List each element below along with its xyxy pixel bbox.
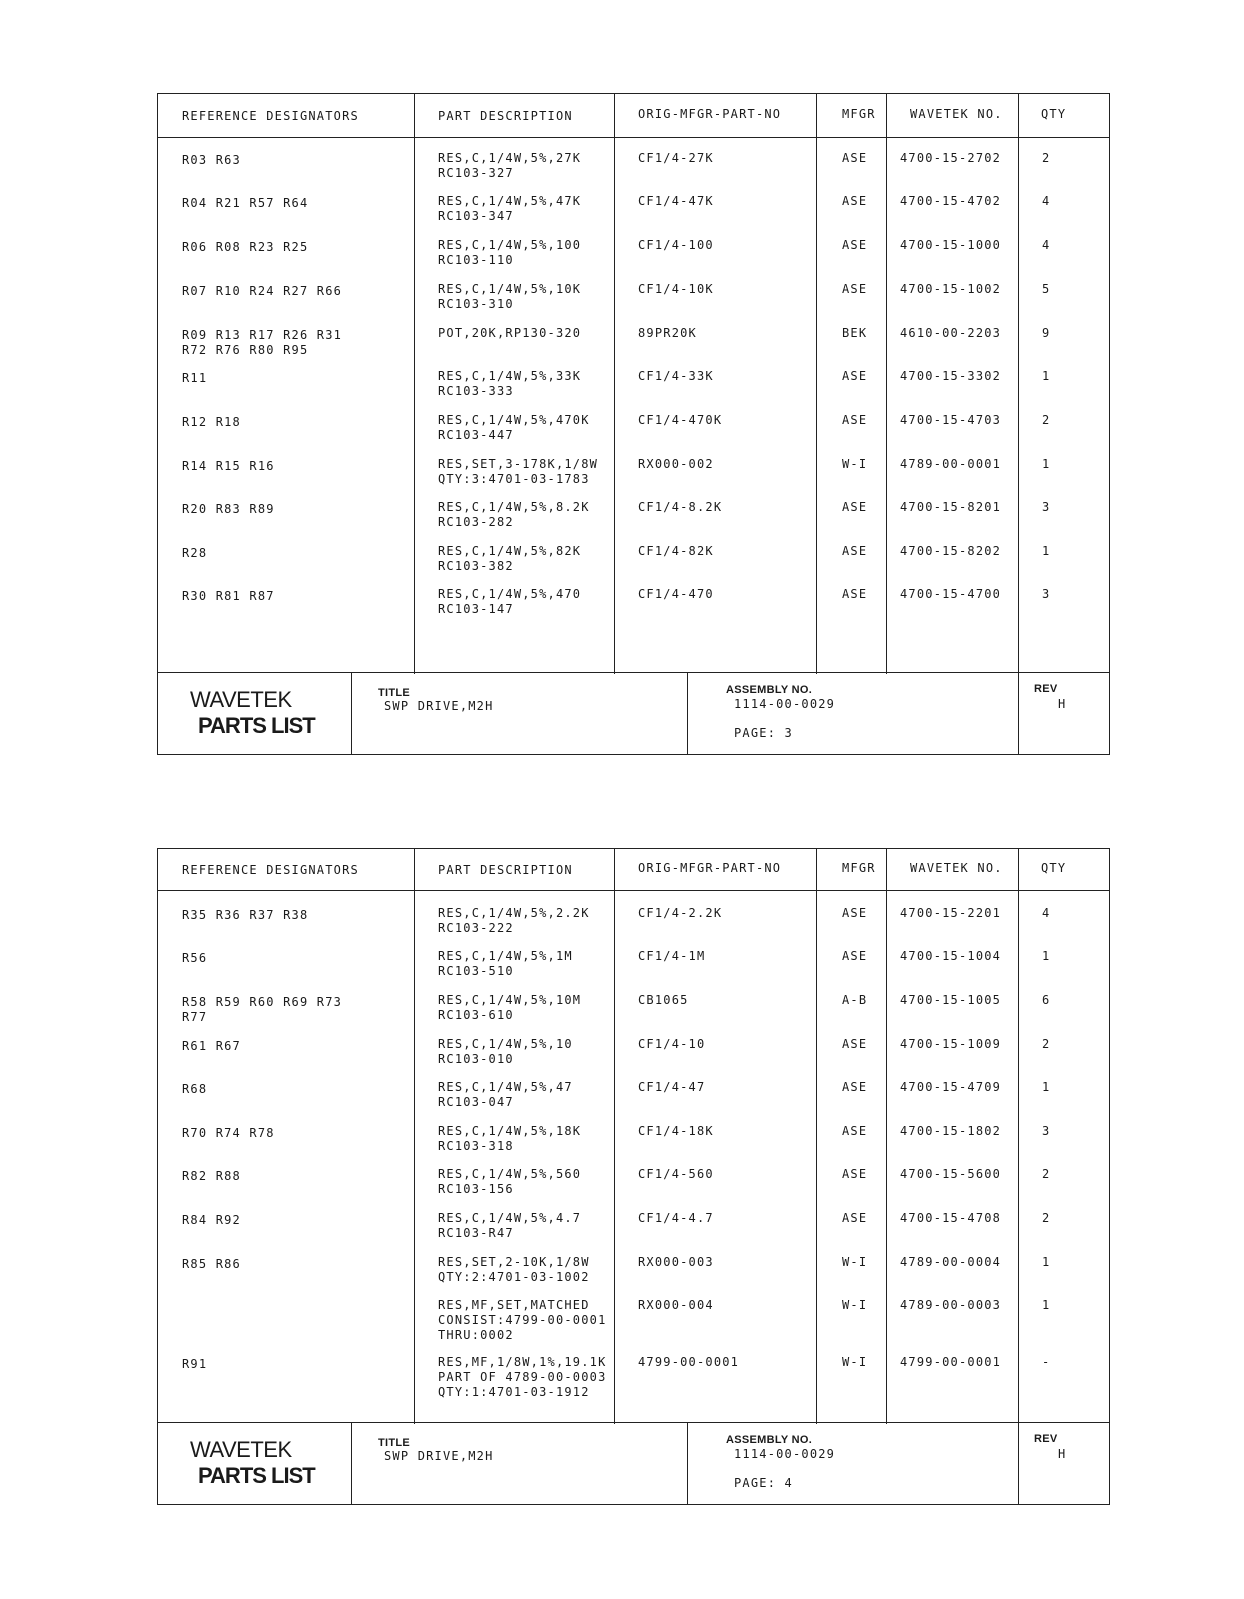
cell-wavetek: 4789-00-0004 [900,1255,1002,1269]
header-qty: QTY [1041,107,1067,121]
cell-wavetek: 4789-00-0003 [900,1298,1002,1312]
cell-desc: RES,C,1/4W,5%,560 RC103-156 [438,1167,582,1196]
cell-qty: 1 [1042,1080,1051,1094]
cell-mfgr: ASE [842,282,868,296]
cell-orig: CF1/4-33K [638,369,714,383]
cell-desc: RES,C,1/4W,5%,33K RC103-333 [438,369,582,398]
cell-qty: - [1042,1355,1051,1369]
rev-label: REV [1034,683,1058,695]
header-part-description: PART DESCRIPTION [438,863,573,877]
assembly-label: ASSEMBLY NO. [726,1434,813,1446]
cell-desc: RES,C,1/4W,5%,10K RC103-310 [438,282,582,311]
cell-desc: RES,MF,SET,MATCHED CONSIST:4799-00-0001 THRU:0002 [438,1298,607,1342]
cell-mfgr: ASE [842,949,868,963]
cell-wavetek: 4700-15-1802 [900,1124,1002,1138]
cell-mfgr: ASE [842,1037,868,1051]
cell-qty: 6 [1042,993,1051,1007]
cell-orig: CF1/4-82K [638,544,714,558]
table-header [158,94,1109,138]
cell-wavetek: 4610-00-2203 [900,326,1002,340]
cell-ref: R06 R08 R23 R25 [182,240,309,254]
cell-mfgr: ASE [842,369,868,383]
cell-desc: RES,C,1/4W,5%,470K RC103-447 [438,413,590,442]
cell-desc: RES,C,1/4W,5%,18K RC103-318 [438,1124,582,1153]
cell-wavetek: 4700-15-4709 [900,1080,1002,1094]
rev-value: H [1058,697,1067,711]
cell-ref: R91 [182,1357,208,1371]
title-value: SWP DRIVE,M2H [384,699,494,713]
cell-desc: RES,C,1/4W,5%,10M RC103-610 [438,993,582,1022]
parts-list-sheet-page-3 [157,93,1110,755]
cell-desc: RES,C,1/4W,5%,4.7 RC103-R47 [438,1211,582,1240]
cell-orig: CF1/4-1M [638,949,706,963]
cell-desc: RES,C,1/4W,5%,100 RC103-110 [438,238,582,267]
cell-ref: R70 R74 R78 [182,1126,275,1140]
cell-orig: 4799-00-0001 [638,1355,740,1369]
cell-ref: R85 R86 [182,1257,241,1271]
cell-mfgr: ASE [842,413,868,427]
cell-qty: 4 [1042,194,1051,208]
cell-orig: CF1/4-47 [638,1080,706,1094]
cell-desc: RES,SET,3-178K,1/8W QTY:3:4701-03-1783 [438,457,599,486]
title-label: TITLE [378,687,411,699]
cell-orig: CF1/4-8.2K [638,500,723,514]
parts-list-label: PARTS LIST [198,713,315,738]
cell-mfgr: W-I [842,1255,868,1269]
cell-mfgr: ASE [842,1124,868,1138]
cell-wavetek: 4700-15-3302 [900,369,1002,383]
cell-mfgr: ASE [842,544,868,558]
cell-ref: R11 [182,371,208,385]
header-orig-mfgr-part-no: ORIG-MFGR-PART-NO [638,861,782,875]
cell-ref: R56 [182,951,208,965]
assembly-label: ASSEMBLY NO. [726,684,813,696]
cell-desc: POT,20K,RP130-320 [438,326,582,340]
header-reference-designators: REFERENCE DESIGNATORS [182,863,359,877]
cell-wavetek: 4700-15-1005 [900,993,1002,1007]
cell-qty: 9 [1042,326,1051,340]
cell-qty: 5 [1042,282,1051,296]
title-value: SWP DRIVE,M2H [384,1449,494,1463]
cell-ref: R03 R63 [182,153,241,167]
cell-qty: 1 [1042,1255,1051,1269]
cell-wavetek: 4799-00-0001 [900,1355,1002,1369]
page-number: PAGE: 3 [734,726,793,740]
cell-wavetek: 4700-15-5600 [900,1167,1002,1181]
cell-desc: RES,C,1/4W,5%,8.2K RC103-282 [438,500,590,529]
cell-wavetek: 4700-15-1002 [900,282,1002,296]
parts-list-sheet-page-4 [157,848,1110,1505]
header-part-description: PART DESCRIPTION [438,109,573,123]
cell-desc: RES,SET,2-10K,1/8W QTY:2:4701-03-1002 [438,1255,590,1284]
title-block [158,1422,1109,1504]
cell-wavetek: 4700-15-4708 [900,1211,1002,1225]
cell-qty: 2 [1042,1037,1051,1051]
cell-mfgr: ASE [842,194,868,208]
cell-orig: CF1/4-4.7 [638,1211,714,1225]
cell-ref: R30 R81 R87 [182,589,275,603]
cell-orig: CF1/4-2.2K [638,906,723,920]
title-label: TITLE [378,1437,411,1449]
cell-wavetek: 4700-15-1004 [900,949,1002,963]
cell-qty: 1 [1042,949,1051,963]
cell-mfgr: ASE [842,587,868,601]
cell-mfgr: BEK [842,326,868,340]
cell-ref: R09 R13 R17 R26 R31 R72 R76 R80 R95 [182,328,343,357]
cell-mfgr: ASE [842,500,868,514]
header-mfgr: MFGR [842,107,876,121]
header-orig-mfgr-part-no: ORIG-MFGR-PART-NO [638,107,782,121]
cell-orig: CF1/4-18K [638,1124,714,1138]
cell-qty: 2 [1042,1211,1051,1225]
header-wavetek-no: WAVETEK NO. [910,861,1003,875]
cell-qty: 3 [1042,587,1051,601]
cell-mfgr: ASE [842,151,868,165]
cell-orig: 89PR20K [638,326,697,340]
cell-orig: CF1/4-10K [638,282,714,296]
cell-mfgr: ASE [842,1211,868,1225]
cell-desc: RES,C,1/4W,5%,27K RC103-327 [438,151,582,180]
cell-qty: 4 [1042,906,1051,920]
title-block [158,672,1109,754]
cell-wavetek: 4700-15-4703 [900,413,1002,427]
cell-wavetek: 4700-15-1000 [900,238,1002,252]
cell-qty: 4 [1042,238,1051,252]
cell-ref: R35 R36 R37 R38 [182,908,309,922]
wavetek-logo: WAVETEK [190,1437,292,1462]
cell-ref: R58 R59 R60 R69 R73 R77 [182,995,343,1024]
cell-ref: R28 [182,546,208,560]
parts-list-label: PARTS LIST [198,1463,315,1488]
header-wavetek-no: WAVETEK NO. [910,107,1003,121]
cell-ref: R84 R92 [182,1213,241,1227]
cell-qty: 3 [1042,500,1051,514]
cell-wavetek: 4700-15-2201 [900,906,1002,920]
cell-desc: RES,C,1/4W,5%,47K RC103-347 [438,194,582,223]
cell-qty: 1 [1042,369,1051,383]
cell-wavetek: 4700-15-8202 [900,544,1002,558]
cell-wavetek: 4700-15-4702 [900,194,1002,208]
cell-desc: RES,C,1/4W,5%,10 RC103-010 [438,1037,573,1066]
cell-mfgr: ASE [842,238,868,252]
header-reference-designators: REFERENCE DESIGNATORS [182,109,359,123]
cell-mfgr: ASE [842,1080,868,1094]
cell-desc: RES,C,1/4W,5%,1M RC103-510 [438,949,573,978]
cell-mfgr: W-I [842,1298,868,1312]
assembly-number: 1114-00-0029 [734,697,836,711]
table-header [158,849,1109,891]
cell-orig: CF1/4-47K [638,194,714,208]
cell-orig: CF1/4-560 [638,1167,714,1181]
cell-ref: R61 R67 [182,1039,241,1053]
rev-value: H [1058,1447,1067,1461]
cell-qty: 2 [1042,151,1051,165]
cell-mfgr: ASE [842,1167,868,1181]
cell-wavetek: 4700-15-1009 [900,1037,1002,1051]
cell-ref: R07 R10 R24 R27 R66 [182,284,343,298]
wavetek-logo: WAVETEK [190,687,292,712]
rev-label: REV [1034,1433,1058,1445]
assembly-number: 1114-00-0029 [734,1447,836,1461]
cell-orig: CF1/4-100 [638,238,714,252]
cell-qty: 1 [1042,457,1051,471]
cell-mfgr: A-B [842,993,868,1007]
cell-ref: R20 R83 R89 [182,502,275,516]
header-mfgr: MFGR [842,861,876,875]
cell-orig: CF1/4-470 [638,587,714,601]
cell-orig: CB1065 [638,993,689,1007]
cell-mfgr: W-I [842,457,868,471]
cell-orig: RX000-002 [638,457,714,471]
cell-orig: RX000-003 [638,1255,714,1269]
cell-qty: 3 [1042,1124,1051,1138]
cell-orig: CF1/4-470K [638,413,723,427]
cell-desc: RES,C,1/4W,5%,82K RC103-382 [438,544,582,573]
cell-ref: R04 R21 R57 R64 [182,196,309,210]
cell-ref: R82 R88 [182,1169,241,1183]
cell-qty: 1 [1042,544,1051,558]
cell-desc: RES,C,1/4W,5%,2.2K RC103-222 [438,906,590,935]
cell-desc: RES,C,1/4W,5%,470 RC103-147 [438,587,582,616]
page-number: PAGE: 4 [734,1476,793,1490]
cell-ref: R14 R15 R16 [182,459,275,473]
cell-orig: RX000-004 [638,1298,714,1312]
cell-orig: CF1/4-27K [638,151,714,165]
cell-desc: RES,MF,1/8W,1%,19.1K PART OF 4789-00-0003 QTY:1:4701-03-1912 [438,1355,607,1399]
cell-ref: R12 R18 [182,415,241,429]
cell-wavetek: 4700-15-8201 [900,500,1002,514]
cell-qty: 2 [1042,413,1051,427]
header-qty: QTY [1041,861,1067,875]
cell-desc: RES,C,1/4W,5%,47 RC103-047 [438,1080,573,1109]
cell-qty: 1 [1042,1298,1051,1312]
cell-wavetek: 4789-00-0001 [900,457,1002,471]
cell-ref: R68 [182,1082,208,1096]
cell-qty: 2 [1042,1167,1051,1181]
cell-mfgr: W-I [842,1355,868,1369]
cell-orig: CF1/4-10 [638,1037,706,1051]
cell-mfgr: ASE [842,906,868,920]
cell-wavetek: 4700-15-4700 [900,587,1002,601]
cell-wavetek: 4700-15-2702 [900,151,1002,165]
